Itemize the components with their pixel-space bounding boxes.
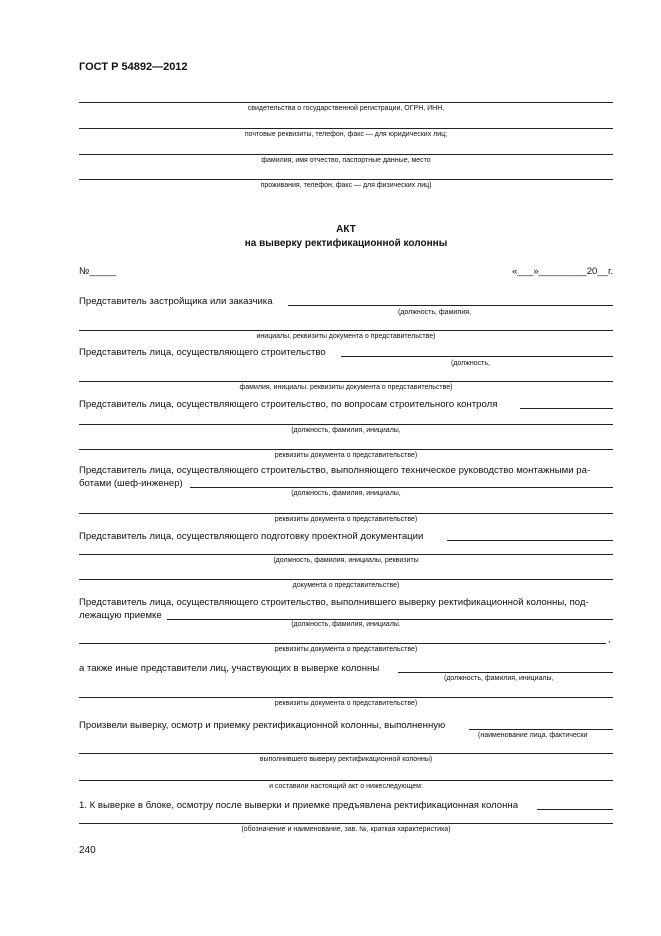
field-caption: выполнившего выверку ректификационной колонны) — [259, 756, 433, 763]
design-input[interactable] — [447, 540, 613, 541]
field-caption: реквизиты документа о представительстве) — [274, 700, 418, 707]
control-label: Представитель лица, осуществляющего строительство, по вопросам строительного контроля — [79, 399, 498, 410]
field-caption: документа о представительстве) — [292, 582, 400, 589]
field-line[interactable] — [79, 697, 613, 698]
comma-mark: , — [608, 634, 611, 645]
field-line[interactable] — [79, 154, 613, 155]
standard-header: ГОСТ Р 54892—2012 — [79, 61, 188, 73]
field-line[interactable] — [79, 579, 613, 580]
developer-label: Представитель застройщика или заказчика — [79, 296, 273, 307]
field-line[interactable] — [79, 449, 613, 450]
field-line[interactable] — [79, 643, 606, 644]
field-caption: фамилия, имя отчество, паспортные данные, место — [261, 157, 431, 164]
supervisor-input[interactable] — [190, 487, 613, 488]
others-input[interactable] — [398, 672, 613, 673]
field-caption: (должность, фамилия, инициалы, — [291, 490, 401, 497]
field-caption: (должность, — [451, 360, 490, 367]
field-line[interactable] — [79, 554, 613, 555]
page-number: 240 — [79, 845, 96, 856]
builder-input[interactable] — [341, 356, 613, 357]
act-title: АКТ — [336, 224, 356, 235]
others-label: а также иные представители лиц, участвующих в выверке колонны — [79, 663, 380, 674]
field-caption: (должность, фамилия, инициалы, — [444, 675, 554, 682]
item1-label: 1. К выверке в блоке, осмотру после выверки и приемке предъявлена ректификационная колонна — [79, 800, 519, 811]
field-caption: инициалы, реквизиты документа о представительстве) — [256, 333, 436, 340]
field-caption: (должность, фамилия, инициалы, реквизиты — [273, 557, 419, 564]
field-line[interactable] — [79, 753, 613, 754]
field-caption: почтовые реквизиты, телефон, факс — для юридических лиц; — [244, 131, 448, 138]
field-caption: фамилия, инициалы. реквизиты документа о представительстве) — [239, 384, 453, 391]
field-caption: свидетельства о государственной регистрации, ОГРН, ИНН, — [247, 105, 445, 112]
field-line[interactable] — [79, 179, 613, 180]
field-caption: реквизиты документа о представительстве) — [274, 452, 418, 459]
field-line[interactable] — [79, 513, 613, 514]
field-caption: реквизиты документа о представительстве) — [274, 516, 418, 523]
field-caption: (должность, фамилия, — [398, 309, 472, 316]
performed-input[interactable] — [469, 729, 613, 730]
field-line[interactable] — [79, 780, 613, 781]
supervisor-label: ботами (шеф-инженер) — [79, 478, 183, 489]
developer-input[interactable] — [288, 305, 613, 306]
alignment-label: лежащую приемке — [79, 610, 162, 621]
control-input[interactable] — [520, 408, 613, 409]
field-caption: проживания, телефон, факс — для физических лиц) — [260, 182, 432, 189]
design-label: Представитель лица, осуществляющего подготовку проектной документации — [79, 531, 424, 542]
alignment-label: Представитель лица, осуществляющего строительство, выполнившего выверку ректификационной колонны, под- — [79, 597, 589, 608]
field-caption: и составили настоящий акт о нижеследующем: — [269, 783, 423, 790]
act-date[interactable]: «___»_________20__г. — [512, 266, 614, 277]
item1-input[interactable] — [537, 809, 613, 810]
field-caption: (наименование лица, фактически — [478, 732, 588, 739]
field-line[interactable] — [79, 102, 613, 103]
performed-label: Произвели выверку, осмотр и приемку ректификационной колонны, выполненную — [79, 720, 446, 731]
field-line[interactable] — [79, 381, 613, 382]
field-caption: (должность, фамилия, инициалы, — [291, 427, 401, 434]
act-subtitle: на выверку ректификационной колонны — [244, 238, 448, 249]
field-line[interactable] — [79, 424, 613, 425]
field-line[interactable] — [79, 823, 613, 824]
field-caption: реквизиты документа о представительстве) — [274, 646, 418, 653]
supervisor-label: Представитель лица, осуществляющего строительство, выполняющего техническое руководство монтажными ра- — [79, 465, 591, 476]
builder-label: Представитель лица, осуществляющего строительство — [79, 347, 326, 358]
alignment-input[interactable] — [167, 619, 613, 620]
field-caption: (обозначение и наименование, зав. №, краткая характеристика) — [241, 826, 451, 833]
field-line[interactable] — [79, 330, 613, 331]
field-line[interactable] — [79, 128, 613, 129]
act-number[interactable]: №_____ — [79, 266, 116, 277]
field-caption: (должность, фамилия, инициалы. — [291, 621, 401, 628]
